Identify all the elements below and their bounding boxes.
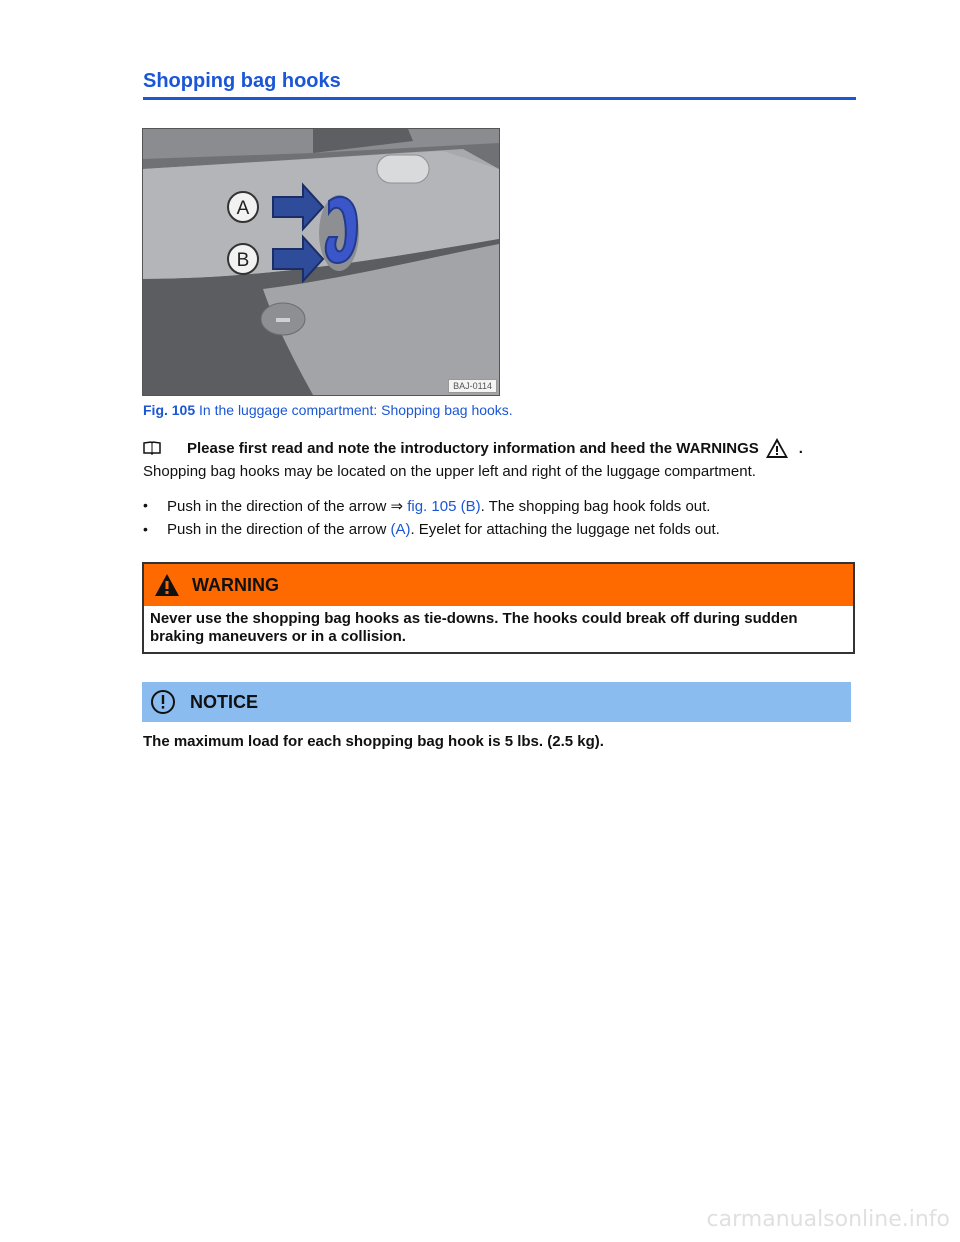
notice-title: NOTICE (190, 691, 259, 712)
list-item (143, 521, 720, 538)
exclamation-circle-icon (150, 689, 176, 715)
bullet-text: Push in the direction of the arrow (167, 521, 391, 538)
bullet-text: Push in the direction of the arrow ⇒ (167, 498, 404, 515)
notice-header (142, 682, 851, 722)
figure-image (142, 128, 500, 396)
caption-number: Fig. 105 (143, 402, 196, 418)
warning-header (144, 564, 853, 606)
intro-line (143, 437, 803, 459)
caption-text: In the luggage compartment: Shopping bag hooks. (199, 402, 513, 418)
figure-link[interactable]: fig. 105 (B) (407, 498, 481, 515)
bullet-icon: • (143, 521, 148, 537)
notice-text: The maximum load for each shopping bag hook is 5 lbs. (2.5 kg). (143, 733, 604, 750)
page-title: Shopping bag hooks (143, 70, 856, 100)
warning-icon (154, 573, 180, 597)
warning-text: Never use the shopping bag hooks as tie-downs. The hooks could break off during sudden braking maneuvers or in a collision. (144, 606, 853, 652)
bullet-text: . The shopping bag hook folds out. (480, 498, 711, 515)
warning-box (142, 562, 855, 654)
bullet-text: . Eyelet for attaching the luggage net folds out. (410, 521, 720, 538)
warning-triangle-icon (765, 437, 789, 459)
luggage-compartment-illustration (143, 129, 499, 395)
label-a: A (236, 198, 250, 219)
bullet-icon: • (143, 497, 148, 513)
book-icon (143, 441, 161, 455)
figure-caption (143, 402, 513, 418)
body-paragraph: Shopping bag hooks may be located on the upper left and right of the luggage compartment. (143, 463, 756, 480)
warning-title: WARNING (192, 574, 279, 595)
label-link[interactable]: (A) (390, 521, 411, 538)
intro-text: Please first read and note the introductory information and heed the WARNINGS (187, 439, 759, 457)
list-item (143, 497, 710, 515)
intro-suffix: . (798, 439, 803, 457)
figure-code: BAJ-0114 (448, 379, 497, 393)
watermark: carmanualsonline.info (706, 1207, 950, 1232)
label-b: B (236, 250, 250, 271)
